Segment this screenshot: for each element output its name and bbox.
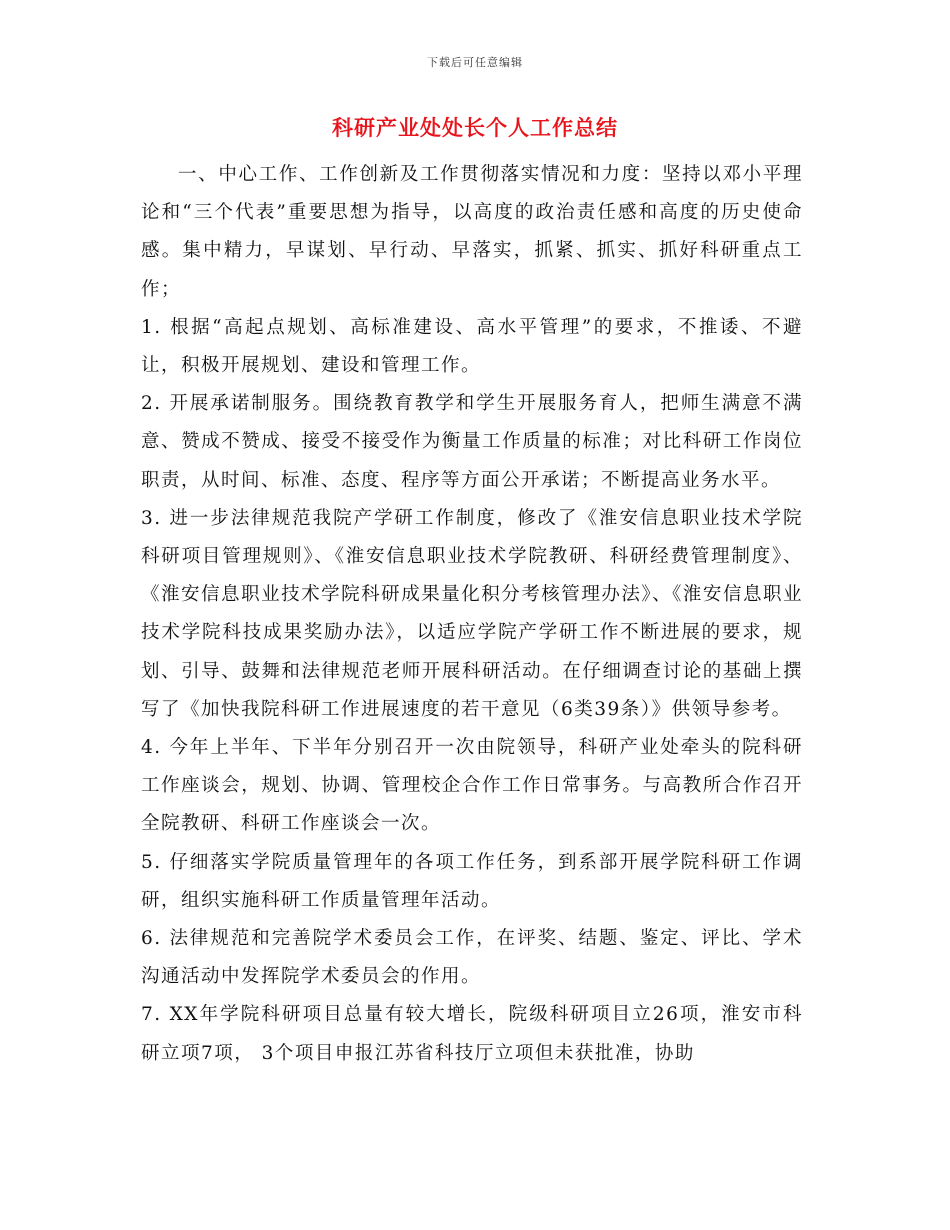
paragraph-item-4: 4. 今年上半年、下半年分别召开一次由院领导，科研产业处牵头的院科研工作座谈会，规划、协调、管理校企合作工作日常事务。与高教所合作召开全院教研、科研工作座谈会一次。	[141, 737, 803, 835]
paragraph-item-2: 2. 开展承诺制服务。围绕教育教学和学生开展服务育人，把师生满意不满意、赞成不赞成、接受不接受作为衡量工作质量的标准；对比科研工作岗位职责，从时间、标准、态度、程序等方面公开承诺；不断提高业务水平。	[141, 393, 803, 491]
paragraph-item-6: 6. 法律规范和完善院学术委员会工作，在评奖、结题、鉴定、评比、学术沟通活动中发挥院学术委员会的作用。	[141, 928, 803, 988]
paragraph-intro: 一、中心工作、工作创新及工作贯彻落实情况和力度：坚持以邓小平理论和“三个代表”重要思想为指导，以高度的政治责任感和高度的历史使命感。集中精力，早谋划、早行动、早落实，抓紧、抓实、抓好科研重点工作；	[141, 164, 803, 300]
paragraph-item-7: 7. XX年学院科研项目总量有较大增长，院级科研项目立26项，淮安市科研立项7项， 3个项目申报江苏省科技厅立项但未获批准，协助	[141, 1004, 803, 1064]
paragraph-item-5: 5. 仔细落实学院质量管理年的各项工作任务，到系部开展学院科研工作调研，组织实施科研工作质量管理年活动。	[141, 851, 803, 911]
document-title: 科研产业处处长个人工作总结	[332, 115, 618, 140]
paragraph-item-1: 1. 根据“高起点规划、高标准建设、高水平管理”的要求，不推诿、不避让，积极开展规划、建设和管理工作。	[141, 316, 803, 377]
document-body	[141, 156, 803, 1073]
paragraph-item-3: 3. 进一步法律规范我院产学研工作制度，修改了《淮安信息职业技术学院科研项目管理规则》、《淮安信息职业技术学院教研、科研经费管理制度》、《淮安信息职业技术学院科研成果量化积分考核管理办法》、《淮安信息职业技术学院科技成果奖励办法》，以适应学院产学研工作不断进展的要求，规划、引导、鼓舞和法律规范老师开展科研活动。在仔细调查讨论的基础上撰写了《加快我院科研工作进展速度的若干意见（6类39条）》供领导参考。	[141, 507, 803, 720]
page-header-note: 下载后可任意编辑	[427, 56, 523, 69]
